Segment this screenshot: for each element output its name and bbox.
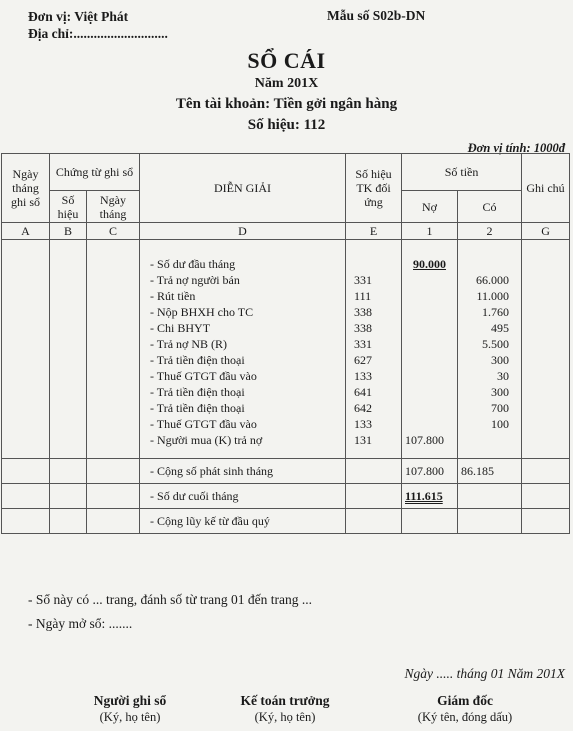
row-description: - Chi BHYT [150, 320, 342, 336]
row-credit: 495 [491, 321, 510, 335]
row-description: - Thuế GTGT đầu vào [150, 416, 342, 432]
debit-list [405, 256, 454, 448]
row-debit [405, 320, 454, 336]
row-account: 642 [354, 401, 373, 415]
open-date-note: - Ngày mở sổ: ....... [28, 616, 133, 631]
credit-list [461, 256, 509, 448]
row-description: - Thuế GTGT đầu vào [150, 368, 342, 384]
unit-address: Địa chỉ:............................ [28, 26, 168, 41]
col-letter: C [87, 223, 140, 240]
row-description: - Trả nợ người bán [150, 272, 342, 288]
ledger-year: Năm 201X [254, 76, 319, 91]
row-credit: 66.000 [476, 273, 510, 287]
ledger-table [1, 153, 570, 534]
account-list [354, 256, 398, 448]
col-letter: D [140, 223, 346, 240]
account-name: Tên tài khoản: Tiền gởi ngân hàng [175, 96, 398, 112]
row-credit: 300 [491, 353, 510, 367]
account-number: Số hiệu: 112 [247, 117, 326, 133]
row-description: - Người mua (K) trả nợ [150, 432, 342, 448]
row-credit: 11.000 [476, 289, 510, 303]
row-credit: 100 [491, 417, 510, 431]
cumulative-total-label: - Cộng lũy kế từ đầu quý [150, 514, 270, 528]
col-header-voucher-date: Ngày tháng [87, 191, 140, 223]
form-number: Mẫu số S02b-DN [327, 8, 426, 23]
document-header-left [28, 8, 168, 42]
closing-balance-label: - Số dư cuối tháng [150, 489, 239, 503]
row-credit: 700 [491, 401, 510, 415]
row-credit: 5.500 [482, 337, 510, 351]
col-header-credit: Có [458, 191, 522, 223]
arising-total-debit: 107.800 [402, 459, 458, 484]
row-debit [405, 304, 454, 320]
row-debit [405, 384, 454, 400]
col-header-note: Ghi chú [522, 154, 570, 223]
row-description: - Trả tiền điện thoại [150, 352, 342, 368]
row-credit: 1.760 [482, 305, 510, 319]
row-account: 131 [354, 433, 373, 447]
col-letter: 2 [458, 223, 522, 240]
row-account: 338 [354, 305, 373, 319]
signature-director: Giám đốc (Ký tên, đóng dấu) [417, 693, 513, 724]
row-debit [405, 352, 454, 368]
unit-name: Đơn vị: Việt Phát [28, 9, 129, 24]
row-description: - Số dư đầu tháng [150, 256, 342, 272]
col-header-account: Số hiệu TK đối ứng [346, 154, 402, 223]
row-credit [461, 432, 509, 448]
row-description: - Trả tiền điện thoại [150, 400, 342, 416]
arising-total-credit: 86.185 [458, 459, 522, 484]
row-account: 641 [354, 385, 373, 399]
row-account: 111 [354, 289, 372, 303]
col-header-voucher-no: Số hiệu [50, 191, 87, 223]
closing-balance-debit: 111.615 [405, 488, 443, 503]
pages-note: - Sổ này có ... trang, đánh số từ trang 01 đến trang ... [28, 592, 313, 607]
row-debit [405, 400, 454, 416]
row-description: - Nộp BHXH cho TC [150, 304, 342, 320]
page-title: SỔ CÁI [247, 48, 326, 73]
col-letter: A [2, 223, 50, 240]
row-debit [405, 288, 454, 304]
row-account: 338 [354, 321, 373, 335]
col-letter: B [50, 223, 87, 240]
ledger-notes [28, 588, 312, 636]
row-account: 627 [354, 353, 373, 367]
signature-date: Ngày ..... tháng 01 Năm 201X [404, 666, 565, 681]
row-description: - Trả nợ NB (R) [150, 336, 342, 352]
row-account: 331 [354, 273, 373, 287]
row-credit [461, 256, 509, 272]
col-header-amount: Số tiền [402, 154, 522, 191]
row-credit: 300 [491, 385, 510, 399]
row-account: 133 [354, 417, 373, 431]
row-credit: 30 [497, 369, 510, 383]
col-header-voucher: Chứng từ ghi sổ [50, 154, 140, 191]
opening-balance-debit: 90.000 [413, 257, 447, 271]
row-debit [405, 416, 454, 432]
col-header-description: DIỄN GIẢI [140, 154, 346, 223]
col-letter: E [346, 223, 402, 240]
col-letter: 1 [402, 223, 458, 240]
signature-chief-accountant: Kế toán trưởng (Ký, họ tên) [240, 693, 330, 724]
col-header-date: Ngày tháng ghi sổ [2, 154, 50, 223]
row-account [354, 256, 398, 272]
row-debit [405, 272, 454, 288]
row-debit: 107.800 [405, 433, 445, 447]
arising-total-label: - Cộng số phát sinh tháng [150, 464, 273, 478]
row-description: - Rút tiền [150, 288, 342, 304]
col-letter: G [522, 223, 570, 240]
description-list [150, 256, 342, 448]
row-account: 331 [354, 337, 373, 351]
row-debit [405, 336, 454, 352]
row-debit [405, 368, 454, 384]
col-header-debit: Nợ [402, 191, 458, 223]
currency-unit: Đơn vị tính: 1000đ [467, 141, 565, 155]
row-account: 133 [354, 369, 373, 383]
row-description: - Trả tiền điện thoại [150, 384, 342, 400]
signature-bookkeeper: Người ghi sổ (Ký, họ tên) [93, 693, 167, 724]
